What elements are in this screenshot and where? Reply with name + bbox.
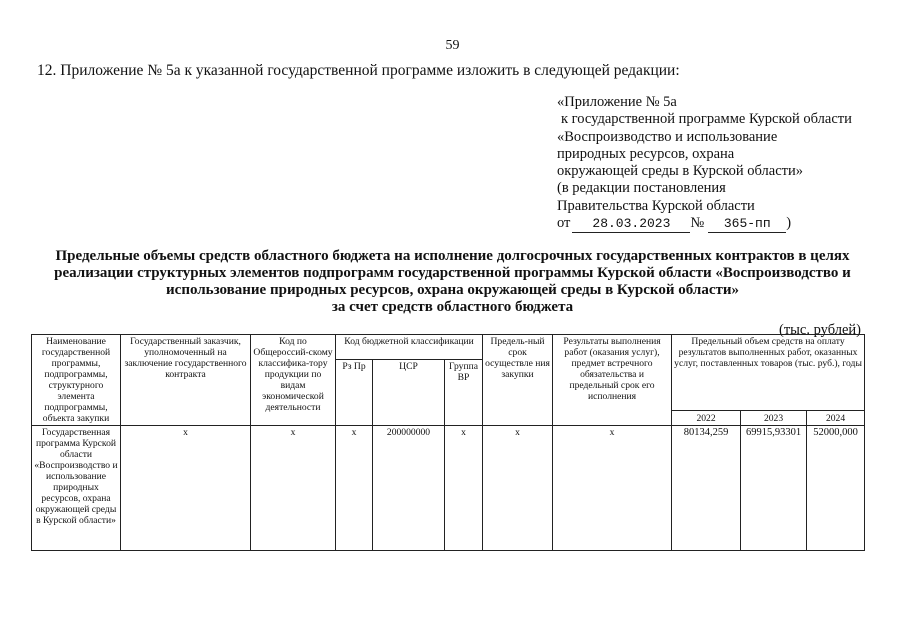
intro-paragraph: 12. Приложение № 5а к указанной государственной программе изложить в следующей редакции: (37, 62, 680, 79)
cell-2022: 80134,259 (672, 426, 741, 551)
document-title (30, 248, 875, 316)
page-number: 59 (445, 38, 460, 53)
header-okpd: Код по Общероссий-скому классифика-тору продукции по видам экономической деятельности (251, 335, 336, 426)
title-line: использование природных ресурсов, охрана окружающей среды в Курской области» (166, 282, 739, 298)
appendix-heading-block (557, 94, 852, 233)
cell-vr: х (445, 426, 483, 551)
appendix-line: природных ресурсов, охрана (557, 145, 735, 162)
title-line: за счет средств областного бюджета (331, 299, 574, 315)
resolution-date: 28.03.2023 (572, 215, 690, 233)
header-customer: Государственный заказчик, уполномоченный на заключение государственного контракта (121, 335, 251, 426)
title-line: Предельные объемы средств областного бюджета на исполнение долгосрочных государственных контрактов в целях (55, 248, 850, 264)
header-year-2023: 2023 (741, 411, 807, 426)
date-prefix: от (557, 215, 571, 232)
appendix-line: «Воспроизводство и использование (557, 128, 778, 145)
header-csr: ЦСР (373, 360, 445, 426)
resolution-number: 365-пп (708, 215, 786, 233)
appendix-line: к государственной программе Курской области (561, 111, 852, 128)
header-year-2022: 2022 (672, 411, 741, 426)
title-line: реализации структурных элементов подпрограмм государственной программы Курской области «Воспроизводство и (54, 265, 851, 281)
cell-rz-pr: х (336, 426, 373, 551)
cell-2023: 69915,93301 (741, 426, 807, 551)
appendix-line: «Приложение № 5а (557, 94, 677, 110)
number-prefix: № (690, 215, 705, 232)
cell-csr: 200000000 (373, 426, 445, 551)
table-row (32, 426, 865, 551)
cell-okpd: х (251, 426, 336, 551)
header-name: Наименование государственной программы, подпрограммы, структурного элемента подпрограммы, объекта закупки (32, 335, 121, 426)
closing-paren: ) (786, 215, 792, 232)
header-limits: Предельный объем средств на оплату результатов выполненных работ, оказанных услуг, поставленных товаров (тыс. руб.), годы (672, 335, 865, 411)
header-results: Результаты выполнения работ (оказания услуг), предмет встречного обязательства и предельный срок его исполнения (553, 335, 672, 426)
header-vr: Группа ВР (445, 360, 483, 426)
cell-name: Государственная программа Курской области «Воспроизводство и использование природных ресурсов, охрана окружающей среды в Курской области» (32, 426, 121, 551)
cell-results: х (553, 426, 672, 551)
budget-limits-table (31, 334, 865, 551)
header-bcc: Код бюджетной классификации (336, 335, 483, 360)
appendix-line: окружающей среды в Курской области» (557, 163, 804, 180)
appendix-date-line (557, 215, 852, 233)
appendix-line: Правительства Курской области (557, 197, 755, 214)
units-label: (тыс. рублей) (779, 322, 861, 338)
header-rz-pr: Рз Пр (336, 360, 373, 426)
cell-customer: х (121, 426, 251, 551)
header-year-2024: 2024 (807, 411, 865, 426)
appendix-line: (в редакции постановления (557, 180, 726, 197)
header-deadline: Предель-ный срок осуществле ния закупки (483, 335, 553, 426)
table-header-row (32, 335, 865, 360)
cell-deadline: х (483, 426, 553, 551)
cell-2024: 52000,000 (807, 426, 865, 551)
